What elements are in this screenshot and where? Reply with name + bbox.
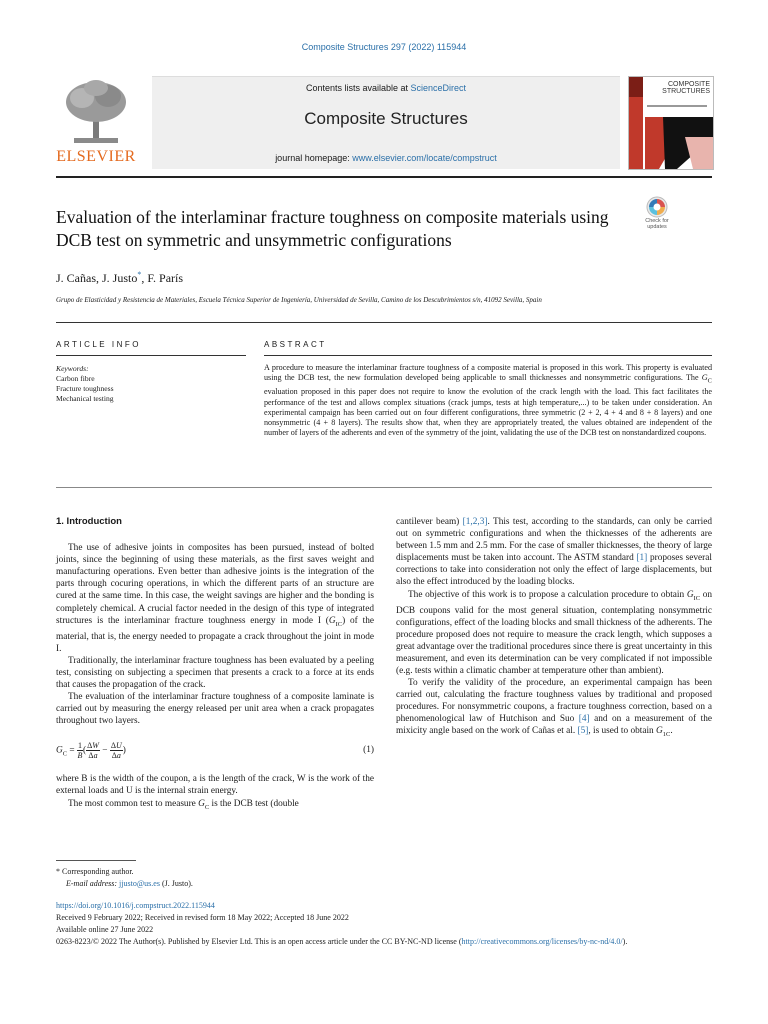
body-column-left: [56, 516, 374, 814]
keywords-label: Keywords:: [56, 364, 89, 373]
abstract-heading: ABSTRACT: [264, 340, 327, 349]
equation-1: [56, 733, 374, 767]
journal-cover-thumbnail: [628, 76, 714, 170]
keyword-item: Carbon fibre: [56, 374, 95, 383]
elsevier-logo: [56, 76, 136, 168]
affiliation: Grupo de Elasticidad y Resistencia de Materiales, Escuela Técnica Superior de Ingeniería, Universidad de Sevilla, Camino de los Descubrimientos s/n, 41092 Sevilla, Spain: [56, 296, 542, 304]
paragraph: cantilever beam) [1,2,3]. This test, according to the standards, can only be carried out on symmetric configurations and when the thicknesses of the adherents are between 1.5 mm and 2.5 mm. For the case of smaller thicknesses, the theory of large displacements must be taken into account. The ASTM standard [1] proposes several corrections to take into consideration not only the effect of large displacements, but also the effect introduced by the loading blocks.: [396, 517, 712, 588]
publication-info: [56, 900, 716, 948]
citation-link[interactable]: [1,2,3]: [462, 517, 488, 527]
license-link[interactable]: http://creativecommons.org/licenses/by-nc-nd/4.0/: [461, 937, 623, 946]
sciencedirect-link[interactable]: ScienceDirect: [410, 83, 467, 93]
abstract-bottom-rule: [56, 487, 712, 488]
journal-homepage-link[interactable]: www.elsevier.com/locate/compstruct: [352, 153, 497, 163]
article-title: Evaluation of the interlaminar fracture toughness on composite materials using DCB test on symmetric and unsymmetric configurations: [56, 207, 609, 250]
doi-link[interactable]: https://doi.org/10.1016/j.compstruct.2022.115944: [56, 901, 215, 910]
paragraph: Traditionally, the interlaminar fracture toughness has been evaluated by a peeling test, consisting on subjecting a specimen that presents a crack to a force at its ends that causes the propagation of the crack.: [56, 655, 374, 690]
email-line: E-mail address: jjusto@us.es (J. Justo).: [66, 879, 193, 888]
author-list: J. Cañas, J. Justo*, F. París: [56, 270, 184, 285]
author-paris[interactable]: F. París: [147, 271, 184, 285]
elsevier-tree-icon: [62, 78, 130, 148]
body-column-right: [396, 516, 712, 741]
elsevier-wordmark: ELSEVIER: [56, 148, 136, 165]
citation-link[interactable]: [4]: [578, 714, 590, 725]
corresponding-author-mark[interactable]: *: [137, 270, 142, 279]
available-online: Available online 27 June 2022: [56, 925, 154, 934]
homepage-prefix: journal homepage:: [275, 153, 353, 163]
paragraph: To verify the validity of the procedure, an experimental campaign has been carried out, calculating the fracture toughness values by traditional and proposed procedures. For nonsymmetric coupons, a fracture toughness correction, based on a phenomenological law of Hutchison and Suo [4] and on a measurement of the mixicity angle based on the work of Cañas et al. [5], is used to obtain $G_{1C}$.: [396, 678, 712, 739]
article-info-rule: [56, 355, 246, 356]
equation-number: (1): [363, 745, 374, 756]
journal-reference-link[interactable]: Composite Structures 297 (2022) 115944: [301, 42, 467, 52]
citation-link[interactable]: [1]: [636, 553, 648, 564]
footnote-rule: [56, 860, 136, 861]
introduction-heading: 1. Introduction: [56, 516, 122, 527]
journal-name: Composite Structures: [304, 109, 468, 128]
author-justo[interactable]: J. Justo: [102, 271, 138, 285]
crossmark-label: Check for updates: [645, 218, 669, 230]
paragraph: where B is the width of the coupon, a is the length of the crack, W is the work of the external loads and U is the internal strain energy.: [56, 774, 374, 797]
keywords-block: [56, 364, 114, 404]
article-info-heading: ARTICLE INFO: [56, 340, 141, 349]
masthead-banner: [152, 76, 620, 169]
section-rule: [56, 322, 712, 323]
corresponding-author-note: * Corresponding author.: [56, 867, 134, 876]
license-line: 0263-8223/© 2022 The Author(s). Published by Elsevier Ltd. This is an open access article under the CC BY-NC-ND license (http://creativecommons.org/licenses/by-nc-nd/4.0/).: [56, 937, 628, 946]
paragraph: The evaluation of the interlaminar fracture toughness of a composite laminate is carried out by measuring the energy released per unit area when a crack propagates throughout two layers.: [56, 692, 374, 727]
abstract-text: A procedure to measure the interlaminar fracture toughness of a composite material is proposed in this work. This property is evaluated using the DCB test, the new formulation developed being applicable to small thicknesses and nonsymmetric configurations. The $G_C$ evaluation proposed in this paper does not require to know the evolution of the crack length with the load. This fact facilitates the performance of the test and allows complex situations (crack jumps, tests at high temperature,...) to be taken under consideration. An experimental campaign has been carried out on four different configurations, three symmetric (2 + 2, 4 + 4 and 8 + 8 layers) and one nonsymmetric (4 + 8 layers). The results show that, when they are appropriately treated, the values obtained are independent of the number of layers of the adherents and even of the symmetry of the joint, validating the use of the DCB test on nonstandardized coupons.: [264, 363, 712, 438]
homepage-line: [152, 153, 620, 163]
paragraph: The use of adhesive joints in composites has been pursued, instead of bolted joints, since the beginning of using these materials, as the first saves weight and manufacturing operations. Even better than adhesive joints is the integration of the parts through cocuring operations, in which the different parts of an structure are cured at the same time. In this case, the weight savings are higher and the bonding is completely chemical. A crucial factor needed in the design of this type of integrated structures is the interlaminar fracture toughness energy in mode I $(G_{IC})$ of the material, that is, the energy needed to propagate a crack throughout the joint in mode I.: [56, 543, 374, 654]
cover-title: COMPOSITE STRUCTURES: [662, 81, 710, 95]
citation-link[interactable]: [5]: [577, 726, 589, 737]
check-for-updates-button[interactable]: [640, 196, 674, 236]
email-link[interactable]: jjusto@us.es: [119, 879, 160, 888]
masthead-rule: [56, 176, 712, 178]
abstract-rule: [264, 355, 712, 356]
received-dates: Received 9 February 2022; Received in revised form 18 May 2022; Accepted 18 June 2022: [56, 913, 349, 922]
paragraph: The most common test to measure $G_C$ is the DCB test (double: [68, 798, 299, 811]
journal-masthead: [56, 76, 712, 168]
contents-line: [152, 83, 620, 93]
keyword-item: Fracture toughness: [56, 384, 114, 393]
equation-formula: $G_C$ = $\frac{1}{B}$ ( $\frac{\Delta W}{\Delta a}$ − $\frac{\Delta U}{\Delta a}$ ): [56, 740, 126, 760]
paragraph: The objective of this work is to propose a calculation procedure to obtain $G_{IC}$ on DCB coupons valid for the most general situation, contemplating nonsymmetric configurations, effect of the loading blocks and small thickness of the adherents. The procedure proposed does not require to measure the crack length, which supposes a great advantage over the traditional procedures since there is great uncertainty in this measurement, and even its determination can be very complicated if not impossible (e.g. tests within a climatic chamber at temperature other than ambient).: [396, 589, 713, 676]
keyword-item: Mechanical testing: [56, 394, 114, 403]
contents-prefix: Contents lists available at: [305, 83, 411, 93]
footnote: [56, 866, 193, 890]
author-canas[interactable]: J. Cañas: [56, 271, 96, 285]
crossmark-icon: [640, 196, 674, 218]
